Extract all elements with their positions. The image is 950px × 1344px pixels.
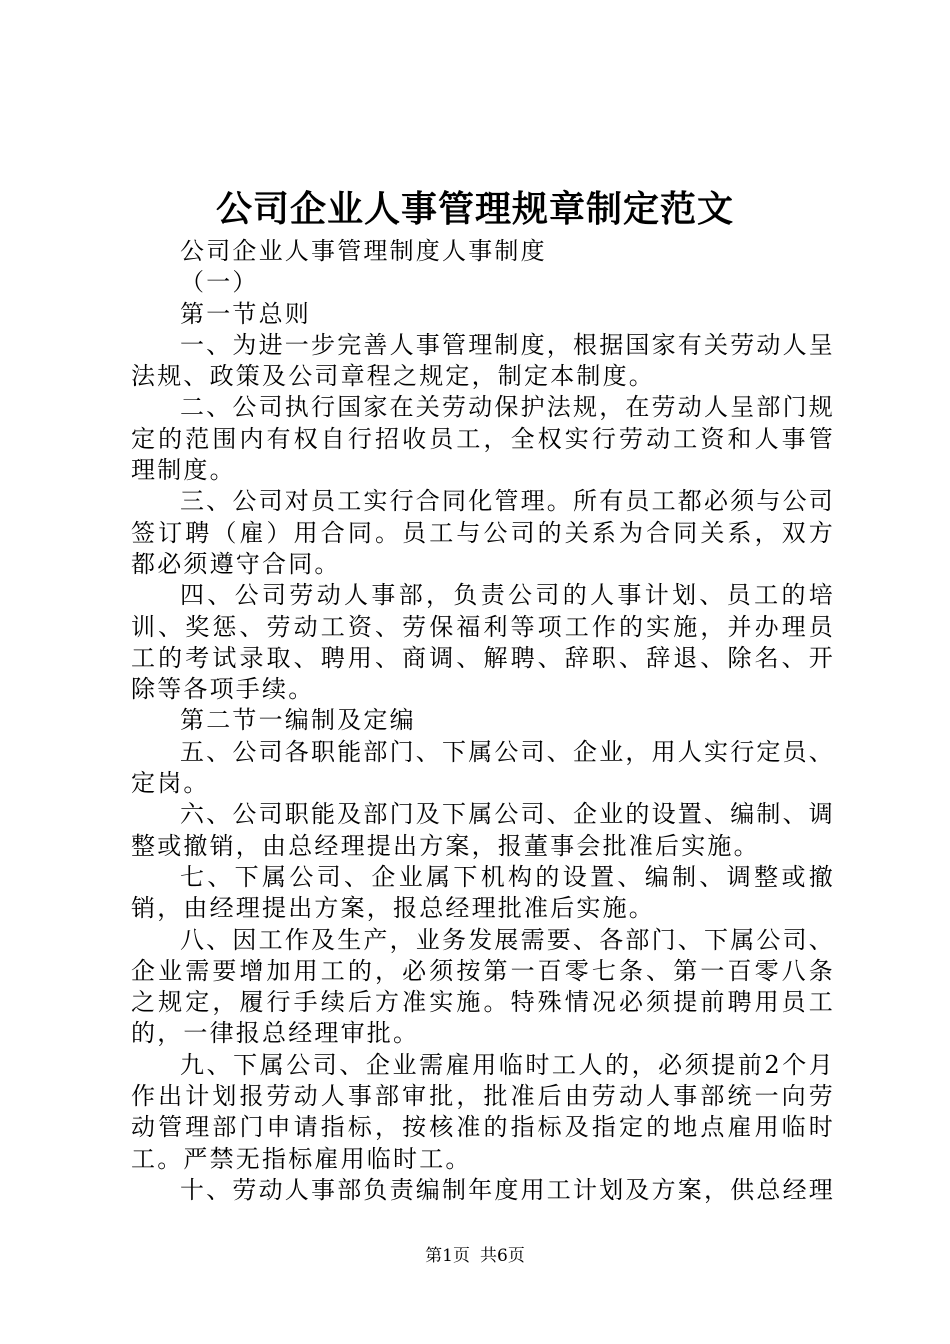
paragraph: 九、下属公司、企业需雇用临时工人的，必须提前2个月作出计划报劳动人事部审批，批准后由劳动人事部统一向劳动管理部门申请指标，按核准的指标及指定的地点雇用临时工。严禁无指标雇用临时工。 [131, 1050, 835, 1173]
page-total: 共6页 [480, 1246, 525, 1266]
page-number: 第1页 [425, 1246, 470, 1266]
paragraph: 六、公司职能及部门及下属公司、企业的设置、编制、调整或撤销，由总经理提出方案，报董事会批准后实施。 [131, 800, 835, 860]
paragraph: 一、为进一步完善人事管理制度，根据国家有关劳动人呈法规、政策及公司章程之规定，制定本制度。 [131, 330, 835, 391]
paragraph: 八、因工作及生产，业务发展需要、各部门、下属公司、企业需要增加用工的，必须按第一百零七条、第一百零八条之规定，履行手续后方准实施。特殊情况必须提前聘用员工的，一律报总经理审批。 [131, 925, 835, 1048]
paragraph: 二、公司执行国家在关劳动保护法规，在劳动人呈部门规定的范围内有权自行招收员工，全权实行劳动工资和人事管理制度。 [131, 393, 835, 485]
paragraph: 十、劳动人事部负责编制年度用工计划及方案，供总经理 [180, 1175, 835, 1204]
document-body [131, 236, 835, 1206]
section-heading: 第一节总则 [180, 299, 311, 328]
paragraph: 五、公司各职能部门、下属公司、企业，用人实行定员、定岗。 [131, 737, 835, 798]
paragraph: 三、公司对员工实行合同化管理。所有员工都必须与公司签订聘（雇）用合同。员工与公司的关系为合同关系，双方都必须遵守合同。 [131, 487, 835, 578]
document-title: 公司企业人事管理规章制定范文 [215, 188, 734, 230]
paragraph: （一） [180, 268, 259, 297]
paragraph: 七、下属公司、企业属下机构的设置、编制、调整或撤销，由经理提出方案，报总经理批准后实施。 [131, 862, 835, 923]
section-heading: 第二节一编制及定编 [180, 706, 416, 735]
paragraph: 四、公司劳动人事部，负责公司的人事计划、员工的培训、奖惩、劳动工资、劳保福利等项工作的实施，并办理员工的考试录取、聘用、商调、解聘、辞职、辞退、除名、开除等各项手续。 [131, 581, 835, 704]
page-footer [0, 1245, 950, 1267]
paragraph: 公司企业人事管理制度人事制度 [180, 237, 547, 265]
